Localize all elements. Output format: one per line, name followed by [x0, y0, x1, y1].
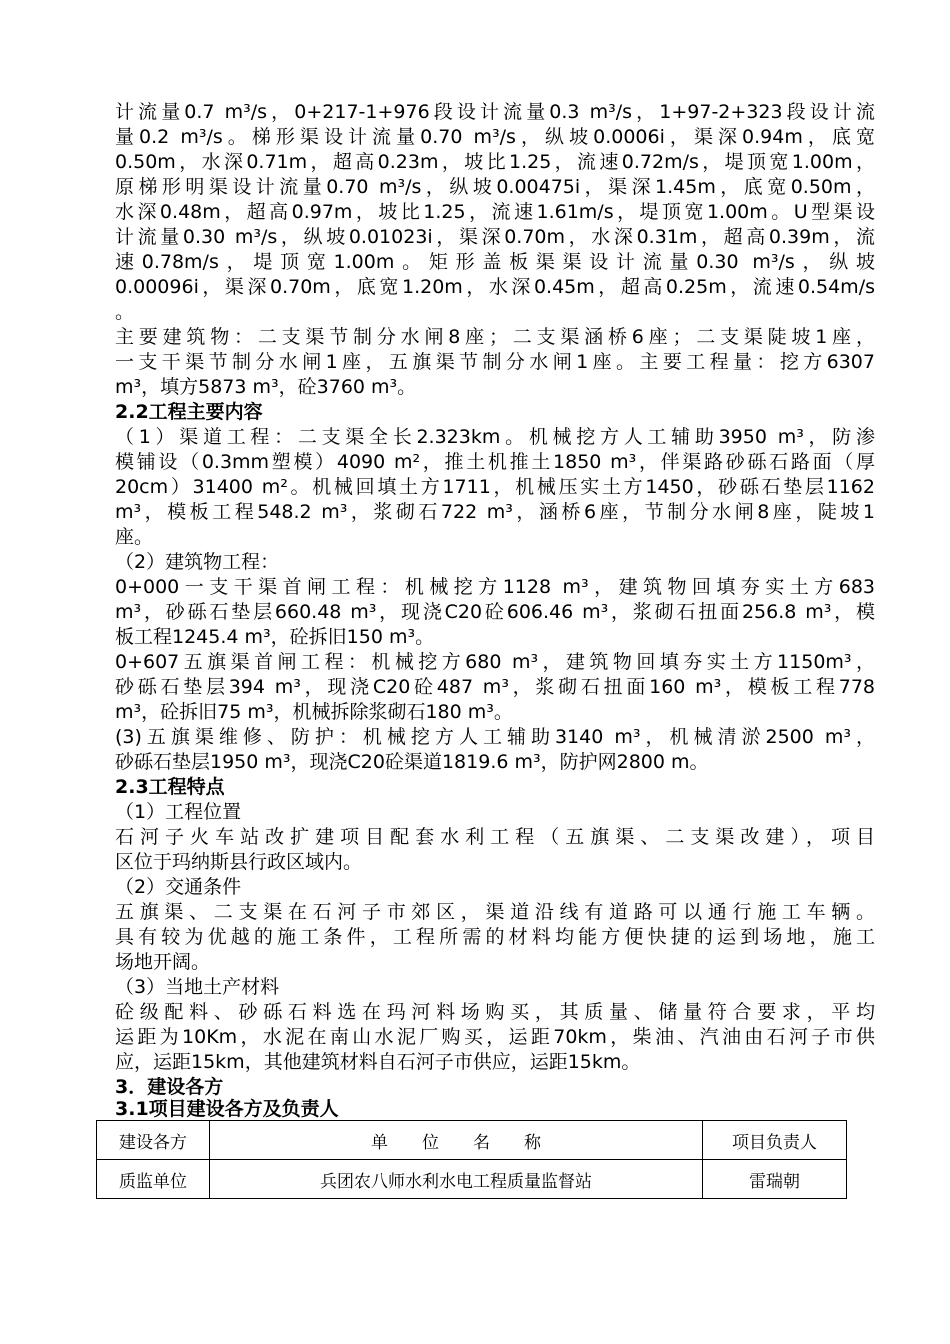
text-line: 计流量0.30 m³/s，纵坡0.01023i，渠深0.70m，水深0.31m，超高0.39m，流 [115, 226, 875, 248]
table-header-cell: 单 位 名 称 [210, 1121, 703, 1160]
text-line: m³，模板工程548.2 m³，浆砌石722 m³，涵桥6座，节制分水闸8座，陡坡1 [115, 501, 875, 523]
text-line: 0+607五旗渠首闸工程：机械挖方680 m³，建筑物回填夯实土方1150m³， [115, 651, 875, 673]
text-line: 速0.78m/s，堤顶宽1.00m。矩形盖板渠渠设计流量0.30 m³/s，纵坡 [115, 251, 875, 273]
text-line: m³，填方5873 m³，砼3760 m³。 [115, 376, 417, 398]
text-line: m³，砂砾石垫层660.48 m³，现浇C20砼606.46 m³，浆砌石扭面256.8 m³，模 [115, 601, 875, 623]
project-parties-table [96, 1120, 847, 1199]
text-line: 量0.2 m³/s。梯形渠设计流量0.70 m³/s，纵坡0.0006i，渠深0.94m，底宽 [115, 126, 875, 148]
text-line: 砂砾石垫层1950 m³，现浇C20砼渠道1819.6 m³，防护网2800 m。 [115, 751, 709, 773]
table-row [97, 1160, 847, 1199]
table-cell: 质监单位 [97, 1160, 210, 1199]
section-heading: 3．建设各方 [115, 1076, 224, 1098]
text-line: 板工程1245.4 m³，砼拆旧150 m³。 [115, 626, 435, 648]
text-line: (3)五旗渠维修、防护：机械挖方人工辅助3140 m³，机械清淤2500 m³， [115, 726, 875, 748]
text-line: 具有较为优越的施工条件，工程所需的材料均能方便快捷的运到场地，施工 [115, 926, 875, 948]
table-header-cell: 建设各方 [97, 1121, 210, 1160]
text-line: 0.50m，水深0.71m，超高0.23m，坡比1.25，流速0.72m/s，堤顶宽1.00m， [115, 151, 875, 173]
text-line: 运距为10Km，水泥在南山水泥厂购买，运距70km，柴油、汽油由石河子市供 [115, 1026, 875, 1048]
text-line: m³，砼拆旧75 m³，机械拆除浆砌石180 m³。 [115, 701, 513, 723]
section-heading: 2.3工程特点 [115, 776, 225, 798]
text-line: 。 [115, 301, 135, 323]
text-line: （1）工程位置 [115, 801, 242, 823]
text-line: 主要建筑物：二支渠节制分水闸8座；二支渠涵桥6座；二支渠陡坡1座， [115, 326, 875, 348]
section-heading: 3.1项目建设各方及负责人 [115, 1098, 339, 1120]
section-heading: 2.2工程主要内容 [115, 401, 263, 423]
table-cell: 雷瑞朝 [703, 1160, 847, 1199]
text-line: 模铺设（0.3mm塑模）4090 m²，推土机推土1850 m³，伴渠路砂砾石路面（厚 [115, 451, 875, 473]
text-line: 20cm）31400 m²。机械回填土方1711，机械压实土方1450，砂砾石垫层1162 [115, 476, 875, 498]
table-header-cell: 项目负责人 [703, 1121, 847, 1160]
text-line: 计流量0.7 m³/s，0+217-1+976段设计流量0.3 m³/s，1+97-2+323段设计流 [115, 101, 875, 123]
text-line: 原梯形明渠设计流量0.70 m³/s，纵坡0.00475i，渠深1.45m，底宽0.50m， [115, 176, 875, 198]
text-line: 场地开阔。 [115, 951, 211, 973]
text-line: （2）建筑物工程： [115, 551, 280, 573]
text-line: 一支干渠节制分水闸1座，五旗渠节制分水闸1座。主要工程量：挖方6307 [115, 351, 875, 373]
text-line: （3）当地土产材料 [115, 976, 280, 998]
text-line: 石河子火车站改扩建项目配套水利工程（五旗渠、二支渠改建），项目 [115, 826, 875, 848]
text-line: 0.00096i，渠深0.70m，底宽1.20m，水深0.45m，超高0.25m，流速0.54m/s [115, 276, 875, 298]
table-header-row [97, 1121, 847, 1160]
text-line: 区位于玛纳斯县行政区域内。 [115, 851, 363, 873]
text-line: （2）交通条件 [115, 876, 242, 898]
text-line: 砂砾石垫层394 m³，现浇C20砼487 m³，浆砌石扭面160 m³，模板工程778 [115, 676, 875, 698]
text-line: 砼级配料、砂砾石料选在玛河料场购买，其质量、储量符合要求，平均 [115, 1001, 875, 1023]
text-line: （1）渠道工程：二支渠全长2.323km。机械挖方人工辅助3950 m³，防渗 [115, 426, 875, 448]
text-line: 0+000一支干渠首闸工程：机械挖方1128 m³，建筑物回填夯实土方683 [115, 576, 875, 598]
table-cell: 兵团农八师水利水电工程质量监督站 [210, 1160, 703, 1199]
text-line: 应，运距15km，其他建筑材料自石河子市供应，运距15km。 [115, 1051, 641, 1073]
text-line: 座。 [115, 526, 154, 548]
text-line: 水深0.48m，超高0.97m，坡比1.25，流速1.61m/s，堤顶宽1.00m。U型渠设 [115, 201, 875, 223]
text-line: 五旗渠、二支渠在石河子市郊区，渠道沿线有道路可以通行施工车辆。 [115, 901, 875, 923]
